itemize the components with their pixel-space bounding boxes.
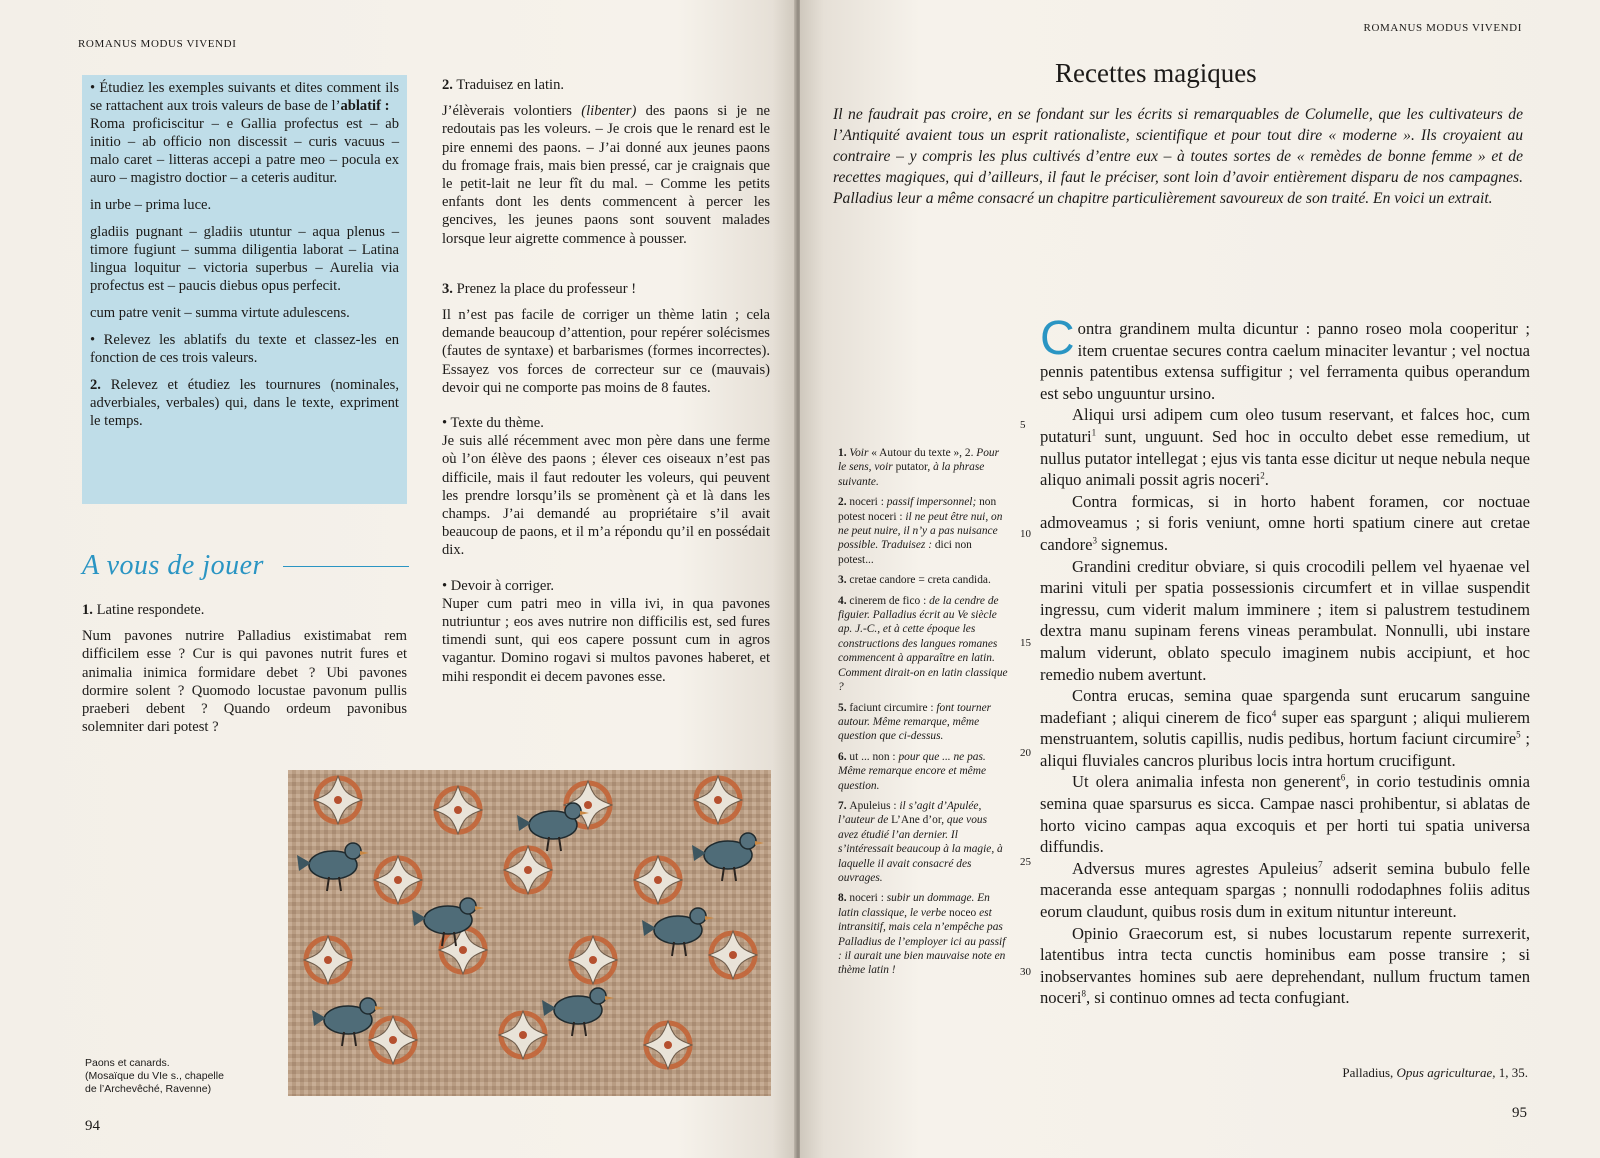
line-number: 20 bbox=[1020, 747, 1031, 759]
theme-text: Je suis allé récemment avec mon père dans une ferme où l’on élève des paons ; élever ces oiseaux n’est pas difficile, mais il faut redouter les voleurs, qui peuvent les prendre lorsqu’ils se promènent çà et là dans les champs. J’ai demandé au propriétaire s’il avait beaucoup de paons, et il m’a répondu qu’il en possédait dix. bbox=[442, 433, 770, 559]
page-title: Recettes magiques bbox=[1055, 58, 1257, 88]
mosaic-image bbox=[288, 770, 771, 1096]
question-2-text: J’élèverais volontiers (libenter) des paons si je ne redoutais pas les voleurs. – Je crois que le renard est le pire ennemi des paons. – J’ai donné aux jeunes paons du fromage frais, mais bien pressé, car je craignais que le petit-lait ne leur fît du mal. – Comme les petits enfants dont les dents commencent à percer les gencives, les jeunes paons sont souvent malades lorsque leur aigrette commence à pousser. bbox=[442, 103, 770, 247]
theme-heading: • Texte du thème. bbox=[442, 415, 544, 432]
source-attribution: Palladius, Opus agriculturae, 1, 35. bbox=[1342, 1065, 1528, 1080]
intro-paragraph: Il ne faudrait pas croire, en se fondant sur les écrits si remarquables de Columelle, que les cultivateurs de l’Antiquité avaient tous un esprit rationaliste, scientifique et pour tout dire « moderne ». Ils croyaient au contraire – y compris les plus cultivés d’entre eux – à toutes sortes de « remèdes de bonne femme » et de recettes magiques, qui d’ailleurs, il faut le préciser, sont loin d’avoir entièrement disparu de nos campagnes. Palladius leur a même consacré un chapitre particulièrement savoureux de son traité. En voici un extrait. bbox=[833, 106, 1523, 207]
ablatif-exercise-box bbox=[82, 75, 407, 504]
page-number-left: 94 bbox=[85, 1118, 100, 1134]
running-head-left: ROMANUS MODUS VIVENDI bbox=[78, 38, 237, 50]
footnote: 4. cinerem de fico : de la cendre de figuier. Palladius écrit au Ve siècle ap. J.-C., et à cette époque les constructions des langues romanes commencent à apparaître en latin. Comment dirait-on en latin classique ? bbox=[838, 594, 1008, 694]
devoir-heading: • Devoir à corriger. bbox=[442, 577, 555, 594]
box-paragraph: in urbe – prima luce. bbox=[90, 197, 212, 213]
left-page bbox=[0, 0, 796, 1158]
page-number-right: 95 bbox=[1512, 1105, 1527, 1121]
devoir-text: Nuper cum patri meo in villa ivi, in qua pavones nutriuntur ; eos aves nutrire non difficilis est, sed fures timendi sunt, qui eos capere possunt cum in agros vagantur. Domino rogavi si multos pavones haberet, et mihi respondit ei decem pavones esse. bbox=[442, 595, 770, 685]
image-caption: Paons et canards. (Mosaïque du VIe s., chapelle de l’Archevêché, Ravenne) bbox=[85, 1057, 224, 1095]
question-3-text: Il n’est pas facile de corriger un thème latin ; cela demande beaucoup d’attention, pour repérer solécismes (fautes de syntaxe) et barbarismes (formes incorrectes). Essayez vos forces de correcteur sur ce (mauvais) devoir qui ne comporte pas moins de 8 fautes. bbox=[442, 307, 770, 396]
box-paragraph: • Relevez les ablatifs du texte et classez-les en fonction de ces trois valeurs. bbox=[90, 332, 399, 366]
footnote: 2. noceri : passif impersonnel; non potest noceri : il ne peut être nui, on ne peut nuire, il n’y a pas nuisance possible. Traduisez : dici non potest... bbox=[838, 496, 1003, 566]
line-number: 5 bbox=[1020, 419, 1026, 431]
section-heading: A vous de jouer bbox=[82, 550, 412, 580]
question-3-title: 3. Prenez la place du professeur ! bbox=[442, 280, 637, 297]
latin-paragraph: Contra formicas, si in horto habent foramen, cor noctuae admoveamus ; si foris veniunt, omne horti spatium cinere aut cretae candore$^3$ signemus. bbox=[1040, 491, 1530, 554]
line-number: 15 bbox=[1020, 637, 1031, 649]
latin-paragraph: Opinio Graecorum est, si nubes locustarum repente surrexerit, latentibus intra tecta cunctis hominibus eam posse transire ; si inobservantes homines sub aere deprehendant, nullum fructum tamen noceri$^8$, si continuo omnes ad tecta confugiant. bbox=[1040, 923, 1530, 1008]
box-paragraph: 2. Relevez et étudiez les tournures (nominales, adverbiales, verbales) qui, dans le texte, expriment le temps. bbox=[90, 377, 399, 429]
latin-text bbox=[1040, 312, 1531, 1009]
latin-paragraph: Adversus mures agrestes Apuleius$^7$ adserit semina bubulo felle maceranda esse antequam spargas ; nonnulli rododaphnes foliis aditus eorum claudunt, quibus rosis dum in exitum nituntur intereunt. bbox=[1040, 858, 1531, 922]
footnote: 7. Apuleius : il s’agit d’Apulée, l’auteur de L’Ane d’or, que vous avez étudié l’an dernier. Il s’intéressait beaucoup à la magie, à laquelle il avait consacré des ouvrages. bbox=[838, 799, 1003, 884]
footnotes bbox=[838, 446, 1010, 984]
latin-paragraph: Contra erucas, semina quae spargenda sunt erucarum sanguine madefiant ; aliqui cinerem de fico$^4$ super eas spargunt ; aliqui mulierem menstruantem, solutis capillis, nudis pedibus, hortum faciunt circumire$^5$ ; aliqui fluviales cancros pluribus locis intra hortum crucifigunt. bbox=[1040, 686, 1530, 770]
line-number: 25 bbox=[1020, 856, 1031, 868]
questions-column bbox=[442, 76, 770, 686]
latin-paragraph: Ut olera animalia infesta non generent$^6$, in corio testudinis omnia semina quae sparsurus es sicca. Campae nasci prohibentur, si ablatas de horto vicino campas aqua excoquis et per horti tui spatia universa diffundis. bbox=[1040, 772, 1531, 857]
heading-rule bbox=[283, 566, 409, 567]
line-number: 30 bbox=[1020, 966, 1031, 978]
running-head-right: ROMANUS MODUS VIVENDI bbox=[1363, 22, 1522, 34]
latin-paragraph: Aliqui ursi adipem cum oleo tusum reservant, et falces hoc, cum putaturi$^1$ sunt, unguunt. Sed hoc in occulto debet esse remedium, ut nullus putator intellegat ; ejus vis tanta esse dicitur ut neque nebula neque aliquo animali possit agris noceri$^2$. bbox=[1040, 405, 1530, 490]
box-paragraph: cum patre venit – summa virtute adulescens. bbox=[90, 305, 350, 321]
question-2-title: 2. Traduisez en latin. bbox=[442, 77, 565, 93]
latin-paragraph: Contra grandinem multa dicuntur : panno roseo mola cooperitur ; item cruentae secures contra caelum minaciter levantur ; vel noctua pennis patentibus extensa suffigitur ; vel ferramenta quibus operandum est sebo unguuntur ursino. bbox=[1040, 312, 1530, 403]
question-1: 1. Latine respondete. Num pavones nutrire Palladius existimabat rem difficilem esse ? Cur is qui pavones nutrit fures et animalia inimica formidare debet ? Ubi pavones dormire solent ? Quomodo locustae pavonum pullis praeberi debent ? Quando ordeum pavonibus solemniter dari potest ? bbox=[82, 602, 407, 736]
footnote: 1. Voir « Autour du texte », 2. Pour le sens, voir putator, à la phrase suivante. bbox=[838, 447, 1000, 488]
line-number: 10 bbox=[1020, 528, 1031, 540]
box-paragraph: gladiis pugnant – gladiis utuntur – aqua plenus – timore fugiunt – summa diligentia laborat – Latina lingua loquitur – victoria superbus – Aurelia via profectus est – paucis diebus opus perfecit. bbox=[90, 224, 399, 294]
drop-cap: C bbox=[1040, 312, 1075, 365]
footnote: 8. noceri : subir un dommage. En latin classique, le verbe noceo est intransitif, mais cela n’empêche pas Palladius de l’employer ici au passif : il aurait une bien mauvaise note en thème latin ! bbox=[838, 892, 1006, 977]
footnote: 3. cretae candore = creta candida. bbox=[838, 574, 991, 587]
box-paragraph: • Étudiez les exemples suivants et dites comment ils se rattachent aux trois valeurs de base de l’ablatif : Roma proficiscitur – e Gallia profectus est – ab initio – ab officio non discessit – curis vacuus – malo caret – litteras accepi a patre meo – pocula ex auro – magistro doctior – a ceteris auditur. bbox=[90, 80, 399, 186]
latin-paragraph: Grandini creditur obviare, si quis crocodili pellem vel hyaenae vel marini vituli per spatia possessionis circumfert et in villae suspendit ingressu, cum viderit malum imminere ; item si palustrem testudinem dextra manu supinam ferens vineas perambulat. Nonnulli, ubi instare malum viderunt, oblato speculo imaginem nubis accipiunt, et hoc remedio nubem avertunt. bbox=[1040, 556, 1530, 684]
footnote: 5. faciunt circumire : font tourner autour. Même remarque, même question que ci-dessus. bbox=[838, 701, 992, 743]
footnote: 6. ut ... non : pour que ... ne pas. Même remarque encore et même question. bbox=[838, 750, 987, 792]
